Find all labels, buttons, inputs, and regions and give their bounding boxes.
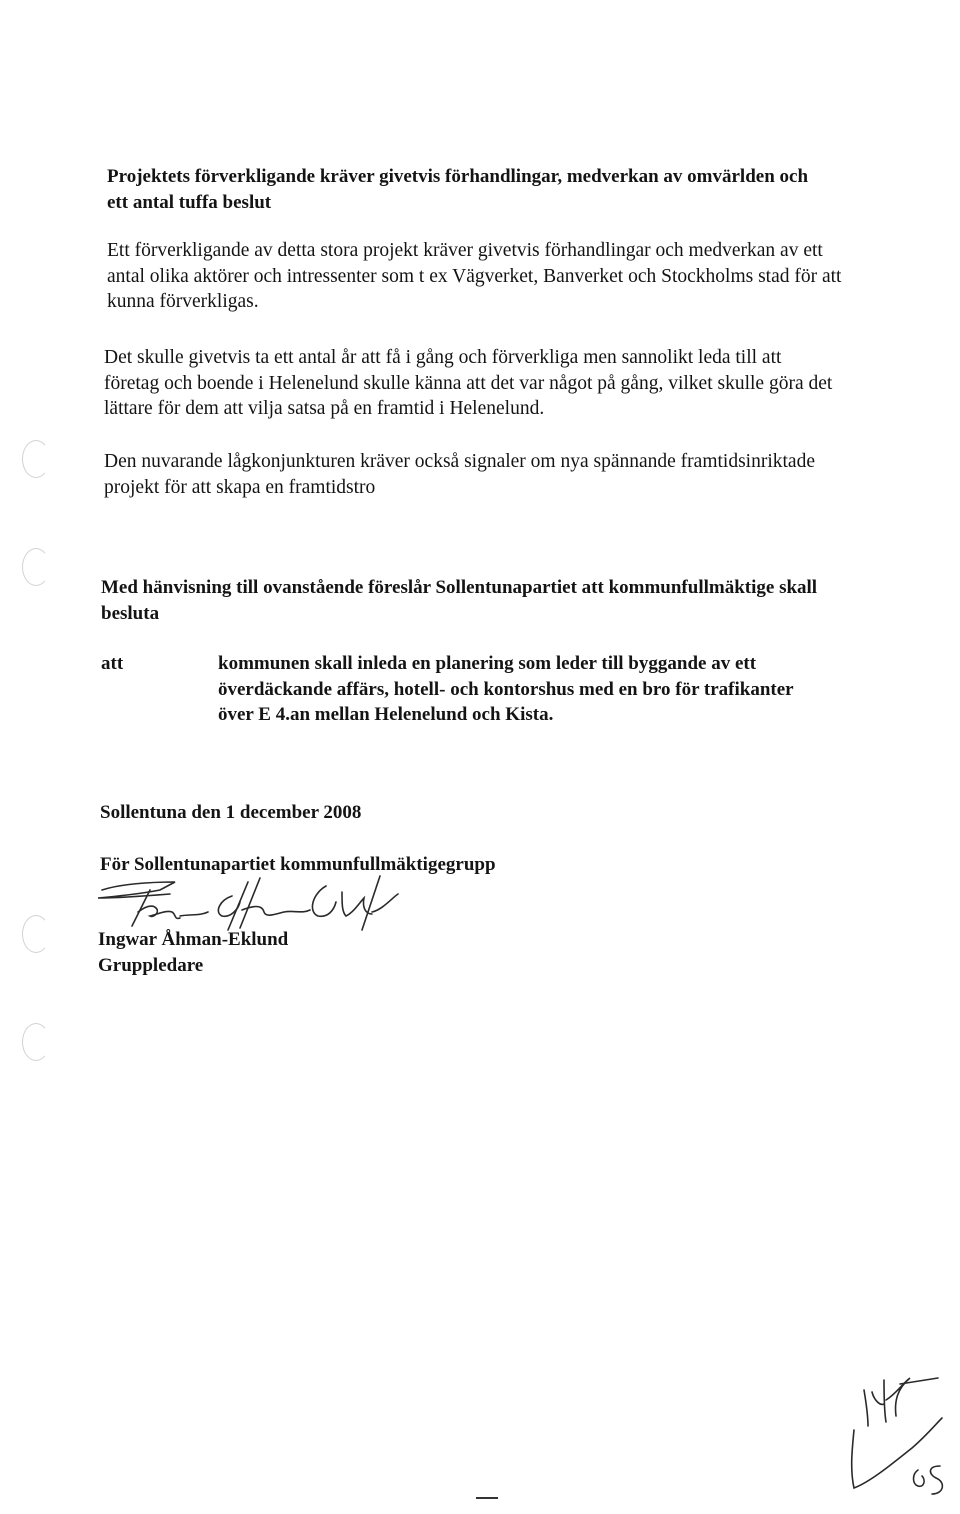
resolution-line: kommunen skall inleda en planering som leder till byggande av ett xyxy=(218,653,757,674)
paragraph-line: projekt för att skapa en framtidstro xyxy=(104,476,376,498)
paragraph-line: Det skulle givetvis ta ett antal år att få i gång och förverkliga men sannolikt leda till att xyxy=(104,347,782,368)
section-heading xyxy=(107,164,808,215)
att-label: att xyxy=(101,653,124,674)
paragraph-line: kunna förverkligas. xyxy=(107,291,259,312)
resolution-line: över E 4.an mellan Helenelund och Kista. xyxy=(218,704,554,725)
resolution-text xyxy=(218,651,794,728)
heading-line: ett antal tuffa beslut xyxy=(107,191,272,213)
handwritten-initials xyxy=(840,1370,950,1510)
paragraph xyxy=(104,345,832,422)
signatory-title: Gruppledare xyxy=(98,954,204,976)
page-mark xyxy=(476,1497,498,1499)
punch-hole-mark xyxy=(22,915,50,953)
paragraph-line: antal olika aktörer och intressenter som t ex Vägverket, Banverket och Stockholms stad för att xyxy=(107,265,842,287)
punch-hole-mark xyxy=(22,548,50,586)
punch-hole-mark xyxy=(22,440,50,478)
paragraph xyxy=(107,238,841,315)
punch-hole-mark xyxy=(22,1023,50,1061)
paragraph-line: lättare för dem att vilja satsa på en framtid i Helenelund. xyxy=(104,398,545,419)
proposal-text xyxy=(101,575,817,626)
group-line: För Sollentunapartiet kommunfullmäktigegrupp xyxy=(100,854,496,875)
paragraph-line: företag och boende i Helenelund skulle känna att det var något på gång, vilket skulle göra det xyxy=(104,372,833,394)
paragraph-line: Ett förverkligande av detta stora projekt kräver givetvis förhandlingar och medverkan av ett xyxy=(107,240,823,261)
signatory-block xyxy=(98,927,288,978)
proposal-line: besluta xyxy=(101,602,160,624)
resolution-line: överdäckande affärs, hotell- och kontorshus med en bro för trafikanter xyxy=(218,678,794,700)
heading-line: Projektets förverkligande kräver givetvis förhandlingar, medverkan av omvärlden och xyxy=(107,166,809,187)
paragraph-line: Den nuvarande lågkonjunkturen kräver också signaler om nya spännande framtidsinriktade xyxy=(104,451,815,472)
paragraph xyxy=(104,449,815,500)
signatory-name: Ingwar Åhman-Eklund xyxy=(98,929,289,950)
proposal-line: Med hänvisning till ovanstående föreslår Sollentunapartiet att kommunfullmäktige skall xyxy=(101,577,818,598)
place-date: Sollentuna den 1 december 2008 xyxy=(100,802,362,823)
